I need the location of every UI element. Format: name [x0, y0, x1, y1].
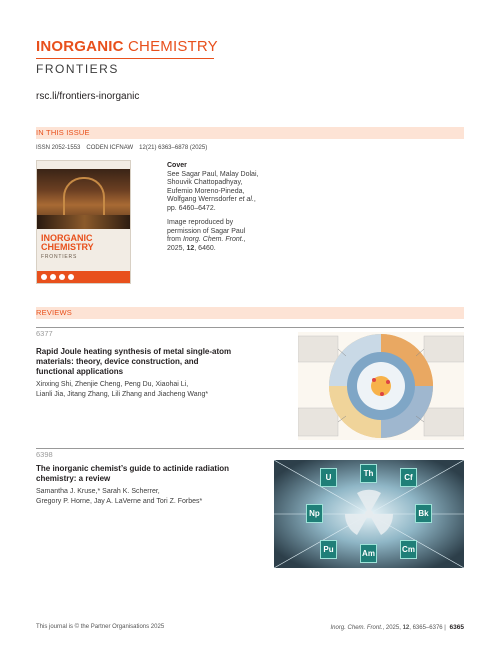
- joule-heating-figure[interactable]: [298, 332, 464, 440]
- article-authors-line: Xinxing Shi, Zhenjie Cheng, Peng Du, Xiaohai Li,: [36, 381, 189, 388]
- cover-credit-from: from: [167, 236, 181, 243]
- journal-title-bold: INORGANIC: [36, 38, 124, 55]
- article-authors-line: Samantha J. Kruse,* Sarah K. Scherrer,: [36, 488, 160, 495]
- issn-line: [36, 145, 213, 151]
- actinide-figure[interactable]: [274, 460, 464, 568]
- reviews-heading: REVIEWS: [36, 308, 72, 317]
- cover-logo-icon: [50, 274, 56, 280]
- coden: CODEN ICFNAW: [86, 145, 134, 151]
- article-divider: [36, 327, 464, 328]
- cover-see-2: Shouvik Chattopadhyay,: [167, 179, 243, 186]
- article-page: 6398: [36, 450, 53, 459]
- cover-credit-1: Image reproduced by: [167, 219, 234, 226]
- footer-citation: [331, 624, 464, 631]
- cover-photo: [37, 169, 131, 229]
- footer-volume: 12: [402, 625, 410, 631]
- article-title-line: materials: theory, device construction, and: [36, 357, 199, 366]
- element-tile-np: Np: [306, 504, 323, 523]
- in-this-issue-heading: IN THIS ISSUE: [36, 128, 90, 137]
- issn: ISSN 2052-1553: [36, 145, 81, 151]
- cover-credit-3: [167, 236, 307, 245]
- cover-credit-year: 2025,: [167, 244, 185, 252]
- cover-credit-4: [167, 245, 307, 254]
- volume-info: 12(21) 6363–6878 (2025): [139, 145, 208, 151]
- footer-year: , 2025,: [382, 625, 403, 631]
- cover-pages: pp. 6460–6472.: [167, 204, 216, 212]
- cover-logo-icon: [41, 274, 47, 280]
- cover-see-etal: et al.: [238, 196, 254, 203]
- cover-credit-page: , 6460.: [194, 244, 216, 252]
- footer-page-number: 6365: [449, 624, 464, 631]
- cover-footer: [37, 271, 131, 283]
- cover-see-3: Eufemio Moreno-Pineda,: [167, 187, 245, 195]
- element-tile-cf: Cf: [400, 468, 417, 487]
- article-title-line: chemistry: a review: [36, 474, 111, 483]
- article-authors: [36, 487, 202, 506]
- title-rule: [36, 58, 214, 59]
- cover-floor: [37, 215, 131, 229]
- cover-label: Cover: [167, 162, 187, 169]
- article-divider: [36, 448, 464, 449]
- footer-separator: |: [444, 625, 446, 631]
- cover-see-1: See Sagar Paul, Malay Dolai,: [167, 170, 259, 178]
- cover-name-3: FRONTIERS: [41, 254, 78, 260]
- cover-credit-journal: Inorg. Chem. Front.: [182, 236, 244, 243]
- article-title-line: Rapid Joule heating synthesis of metal single-atom: [36, 347, 232, 356]
- element-tile-th: Th: [360, 464, 377, 483]
- element-tile-cm: Cm: [400, 540, 417, 559]
- journal-title-light: CHEMISTRY: [128, 38, 218, 55]
- element-tile-bk: Bk: [415, 504, 432, 523]
- cover-see-comma: ,: [253, 196, 256, 203]
- cover-credit-comma: ,: [243, 236, 246, 243]
- footer-journal: Inorg. Chem. Front.: [330, 625, 383, 631]
- journal-subtitle: FRONTIERS: [36, 62, 119, 76]
- element-tile-pu: Pu: [320, 540, 337, 559]
- cover-logo-icon: [59, 274, 65, 280]
- in-this-issue-bar: [36, 127, 464, 139]
- cover-name-2: CHEMISTRY: [41, 242, 94, 252]
- article-title-line: The inorganic chemist’s guide to actinide radiation: [36, 464, 230, 473]
- cover-image[interactable]: [36, 160, 131, 284]
- footer-copyright: This journal is © the Partner Organisations 2025: [36, 624, 165, 630]
- article-title-line: functional applications: [36, 367, 124, 376]
- cover-credit-2: permission of Sagar Paul: [167, 227, 246, 235]
- article-authors-line: Lianli Jia, Jitang Zhang, Lili Zhang and Jiacheng Wang*: [36, 390, 209, 398]
- reviews-bar: [36, 307, 464, 319]
- article-title[interactable]: [36, 347, 231, 377]
- joule-heating-graphic: [298, 332, 464, 440]
- cover-see-4: [167, 196, 307, 205]
- element-tile-am: Am: [360, 544, 377, 563]
- article-page: 6377: [36, 329, 53, 338]
- article-title[interactable]: [36, 464, 229, 484]
- footer-pages: , 6365–6376: [409, 625, 443, 631]
- cover-credit-volume: 12: [186, 244, 195, 252]
- cover-name-1: INORGANIC: [41, 233, 93, 243]
- journal-title: [36, 38, 218, 55]
- journal-url[interactable]: rsc.li/frontiers-inorganic: [36, 91, 140, 102]
- element-tile-u: U: [320, 468, 337, 487]
- article-authors: [36, 380, 208, 399]
- cover-see-author: Wolfgang Wernsdorfer: [167, 196, 237, 203]
- cover-description: [167, 162, 307, 253]
- cover-logo-icon: [68, 274, 74, 280]
- article-authors-line: Gregory P. Horne, Jay A. LaVerne and Tori Z. Forbes*: [36, 497, 203, 505]
